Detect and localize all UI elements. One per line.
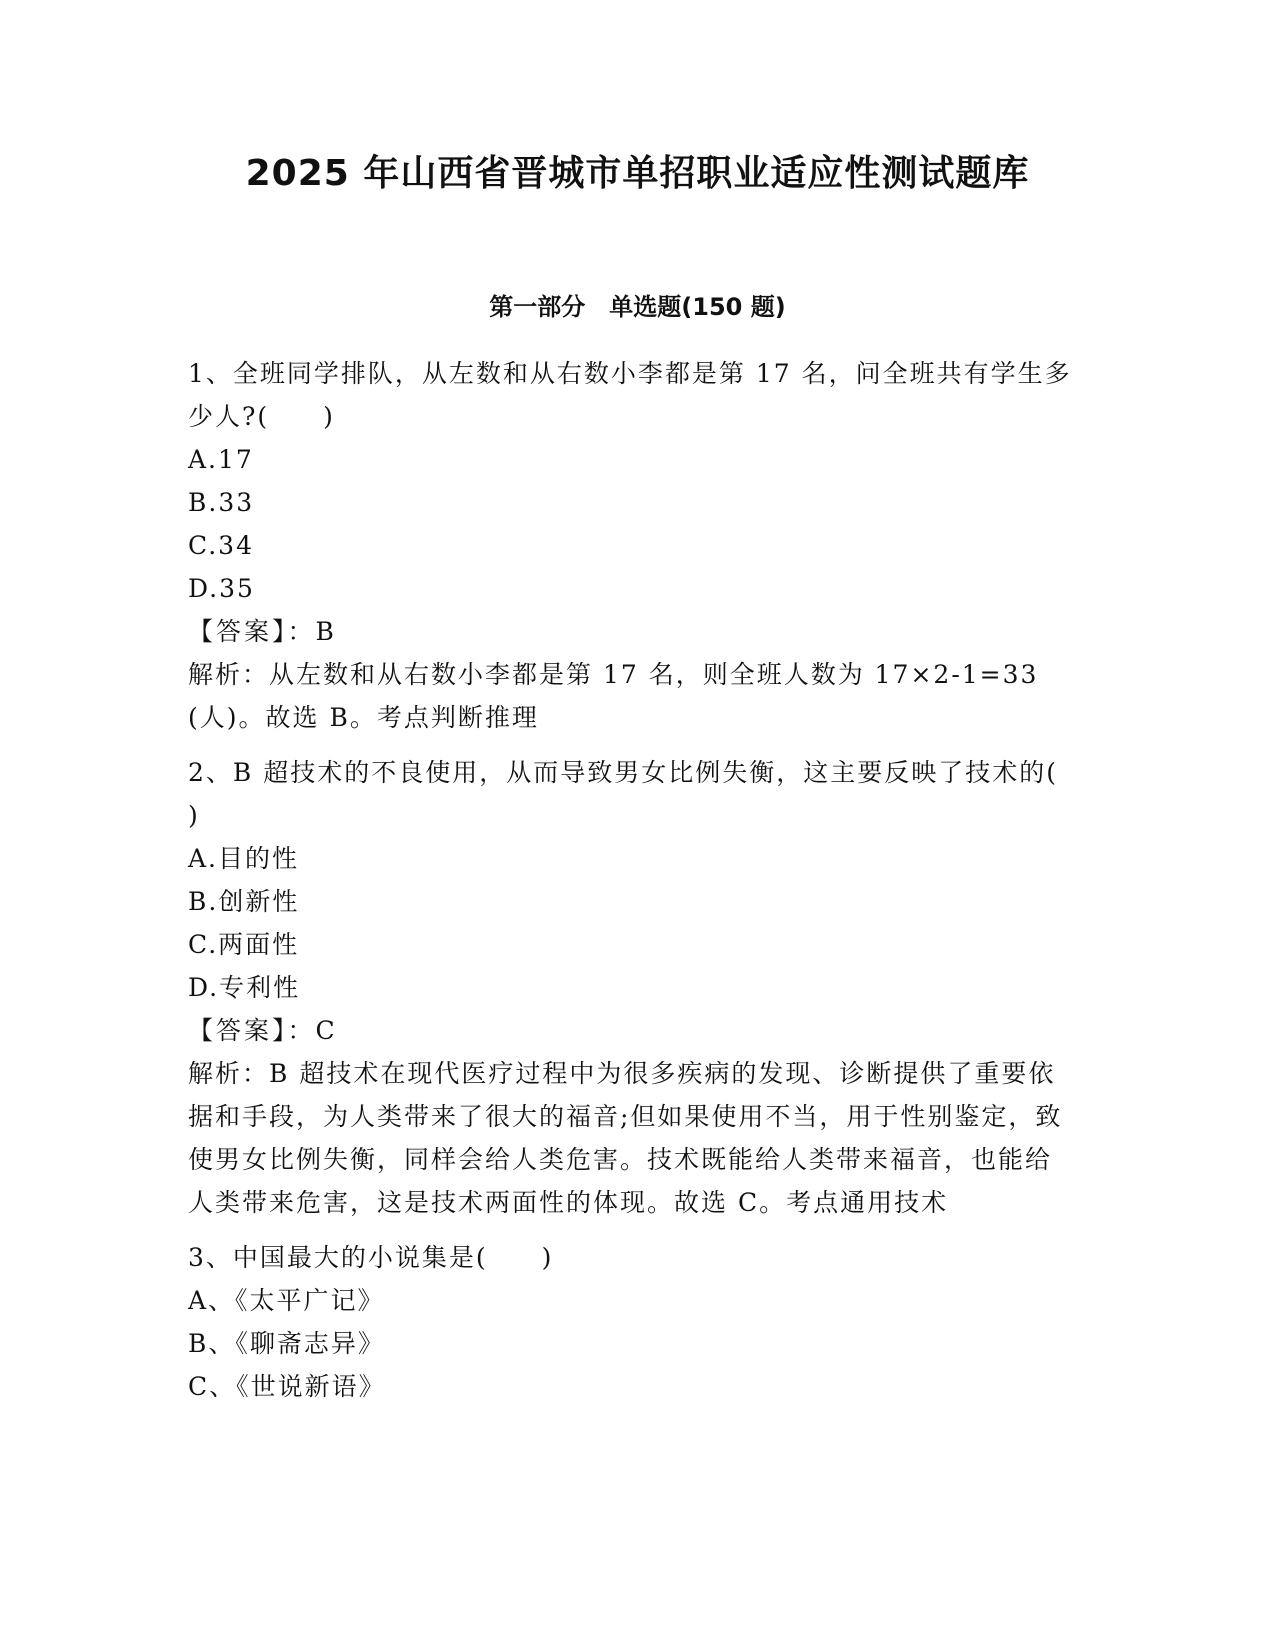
answer-label: 【答案】： [188, 617, 316, 646]
question-stem: 2、B 超技术的不良使用，从而导致男女比例失衡，这主要反映了技术的( ) [188, 758, 1112, 830]
option-a: A.目的性 [188, 844, 300, 873]
option-d: D.35 [188, 574, 255, 603]
option-b: B.创新性 [188, 887, 300, 916]
option-c: C.两面性 [188, 930, 300, 959]
answer-label: 【答案】： [188, 1016, 316, 1045]
question-list [188, 352, 1112, 1420]
option-b: B.33 [188, 488, 255, 517]
option-c: C.34 [188, 531, 254, 560]
answer-line [188, 1009, 1078, 1052]
option-d: D.专利性 [188, 973, 301, 1002]
question-stem: 3、中国最大的小说集是( ) [188, 1243, 554, 1272]
question-item [188, 352, 1078, 739]
answer-value: C [315, 1016, 337, 1045]
explanation: 解析：从左数和从右数小李都是第 17 名，则全班人数为 17×2-1=33(人)。故选 B。考点判断推理 [188, 660, 1039, 732]
option-b: B、《聊斋志异》 [188, 1329, 385, 1358]
question-stem: 1、全班同学排队，从左数和从右数小李都是第 17 名，问全班共有学生多少人?( ) [188, 359, 1072, 431]
option-c: C、《世说新语》 [188, 1372, 386, 1401]
question-item [188, 1236, 1078, 1408]
option-a: A.17 [188, 445, 254, 474]
section-heading: 第一部分 单选题(150 题) [489, 293, 786, 321]
answer-value: B [315, 617, 336, 646]
question-item [188, 751, 1112, 1224]
explanation: 解析：B 超技术在现代医疗过程中为很多疾病的发现、诊断提供了重要依据和手段，为人类带来了很大的福音;但如果使用不当，用于性别鉴定，致使男女比例失衡，同样会给人类危害。技术既能给人类带来福音，也能给人类带来危害，这是技术两面性的体现。故选 C。考点通用技术 [188, 1059, 1063, 1217]
answer-line [188, 610, 1078, 653]
document-title: 2025 年山西省晋城市单招职业适应性测试题库 [245, 153, 1030, 194]
option-a: A、《太平广记》 [188, 1286, 385, 1315]
